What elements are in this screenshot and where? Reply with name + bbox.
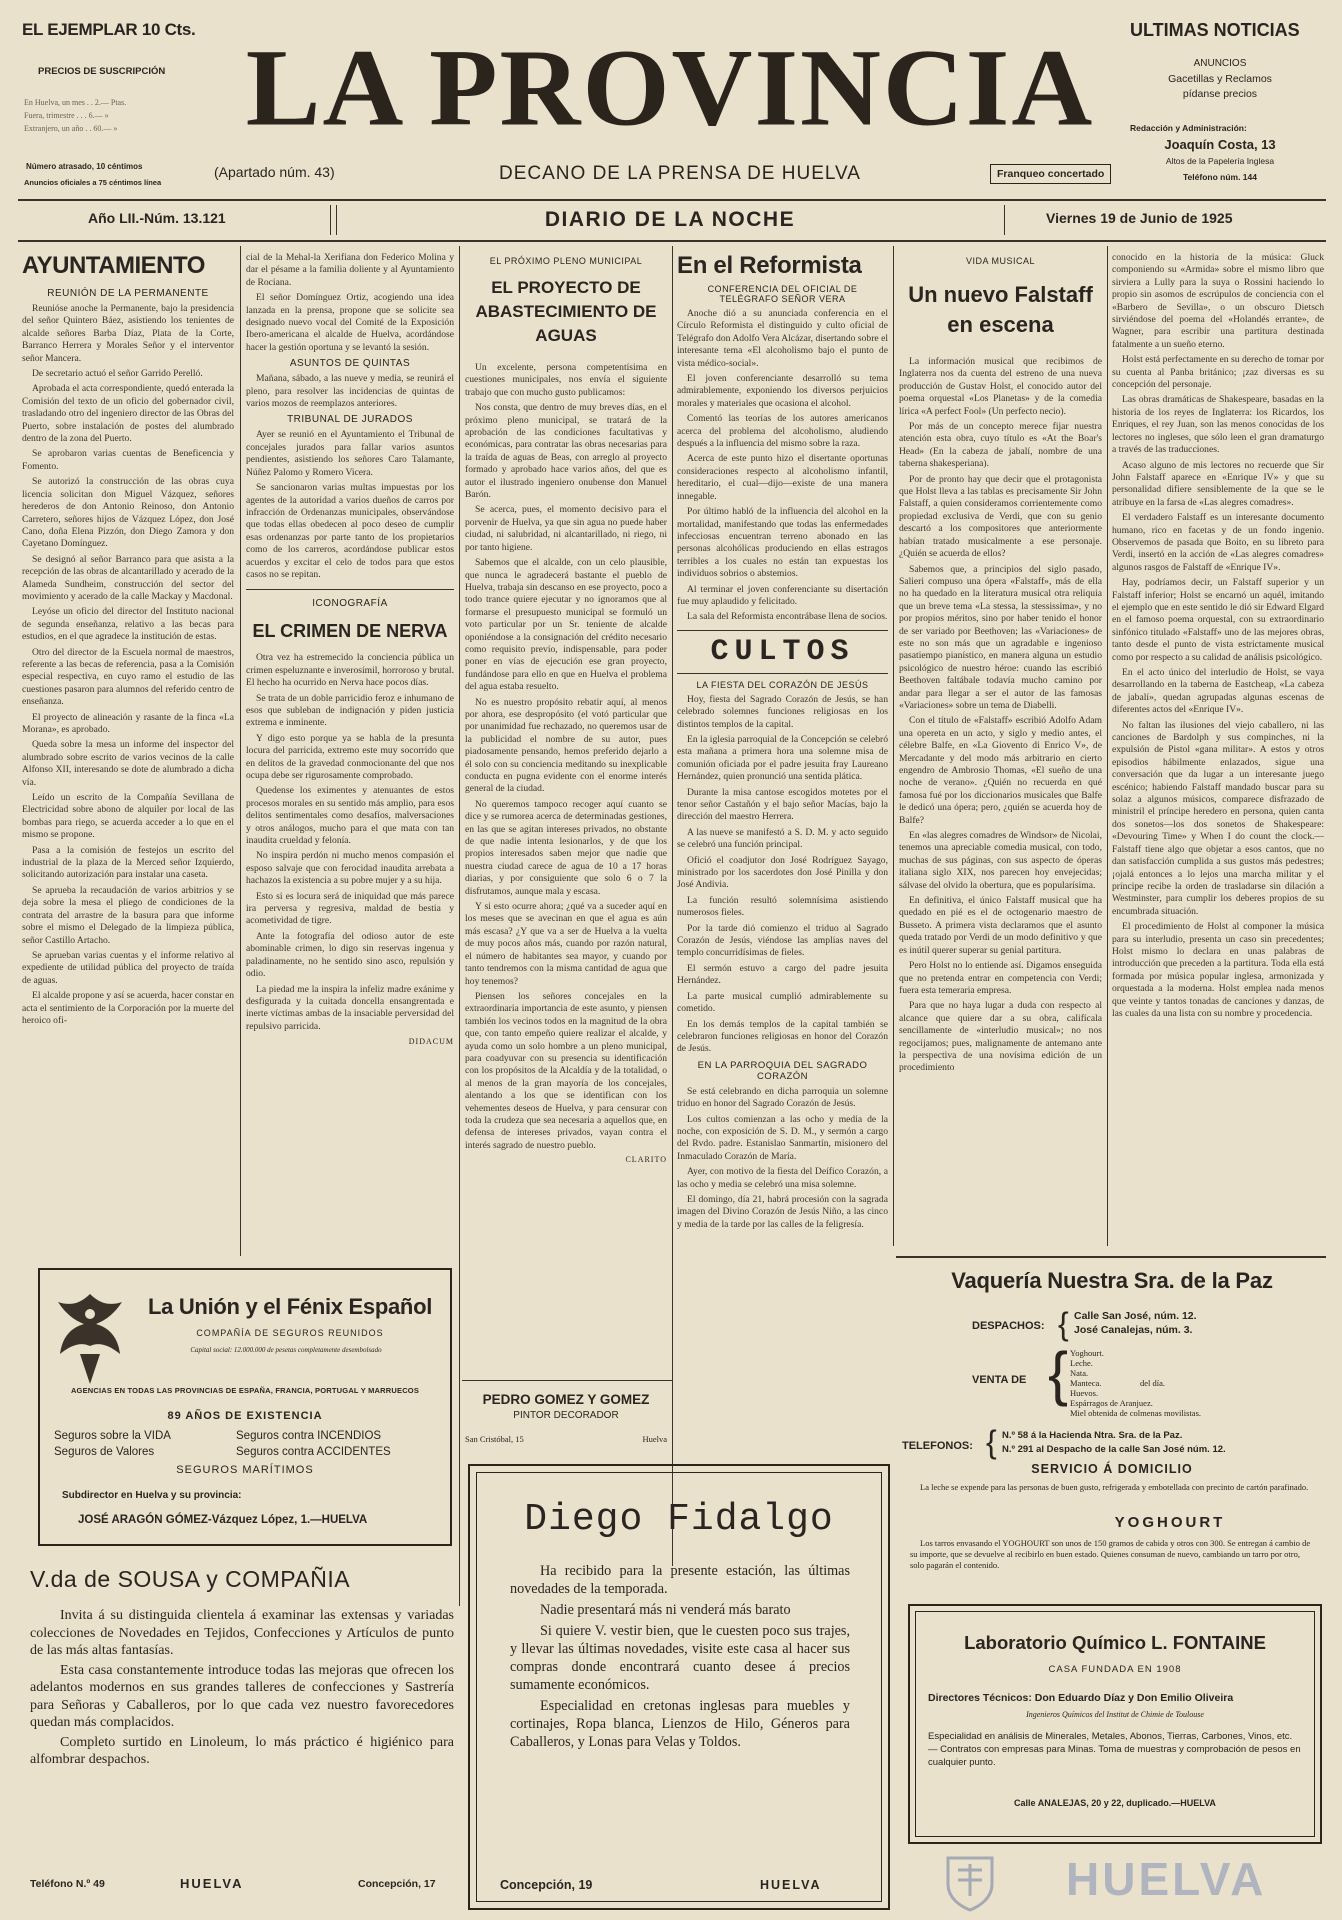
paragraph: Leído un escrito de la Compañía Sevillana de Electricidad sobre abono de alquiler por local de las bombas para riego, se acuerda acceder a lo que en el mismo se propone. <box>22 792 234 841</box>
subscription-heading: PRECIOS DE SUSCRIPCIÓN <box>38 66 166 77</box>
paragraph: Por de pronto hay que decir que el protagonista que Holst lleva a las tablas es precisamente Sir John Falstaff, a quien consideramos corrientemente como propiedad exclusiva de Verdi, que con su genio descartó a los compositores que anteriormente habían tratado musicalmente a ese personaje. ¿Quién se acuerda de ellos? <box>899 473 1102 560</box>
paragraph: Y si esto ocurre ahora; ¿qué va a suceder aquí en los meses que se avecinan en que el agua es aún más escasa? ¿Y que va a ser de Huelva a la vuelta de muy pocos años más, cuando por razón natural, el número de habitantes sea mayor, y cuando por tanto tendremos con la misma cantidad de agua que hoy tenemos? <box>465 901 667 987</box>
article-body <box>22 303 234 1027</box>
paragraph: Esto si es locura será de iniquidad que más parece ira perversa y regresiva, maldad de bestia y acometividad de tigre. <box>246 890 454 927</box>
paragraph: Se aprueba la recaudación de varios arbitrios y se deja sobre la mesa el pliego de condiciones de la contrata del arrastre de la basura para que informe sobre el mismo el Delegado de la limpieza pública, señor Castillo Artacho. <box>22 884 234 946</box>
edition-divider <box>330 205 331 235</box>
yoghourt-heading: YOGHOURT <box>1114 1514 1226 1531</box>
paragraph: La función resultó solemnísima asistiendo numerosos fieles. <box>677 894 888 919</box>
paragraph: Se designó al señor Barranco para que asista a la recepción de las obras de alcantarillado y acerado de la Alameda Sundheim, construcción del sector del movimiento y acerado de la calle Mackay y Macdonal. <box>22 553 234 602</box>
coat-of-arms-icon <box>940 1850 1000 1912</box>
paragraph: Por la tarde dió comienzo el triduo al Sagrado Corazón de Jesús, viéndose las amplias naves del templo concurridísimas de fieles. <box>677 922 888 959</box>
subscription-line: Extranjero, un año . . 60.— » <box>24 124 118 133</box>
paragraph: Se sancionaron varias multas impuestas por los agentes de la autoridad a varios dueños de carros por infracción de Ordenanzas municipales, observándose que todas ellas obedecen al poco deseo de cumplir esas ordenanzas por parte tanto de los propietarios como de los carreros, acordándose publicar estos acuerdos y excitar el celo de todos para que estos casos no se repitan. <box>246 482 454 580</box>
paragraph: No queremos tampoco recoger aquí cuanto se dice y se rumorea acerca de determinadas gestiones, en las que se agitan intereses privados, no obstante de que nadie intenta lesionarlos, y de que los propios interesados saben mejor que nadie que nuestra ciudad carece de agua de 10 a 17 horas diarias, y por consiguiente que solo 6 o 7 la disfrutamos, aunque mala y escasa. <box>465 798 667 897</box>
latest-news: ULTIMAS NOTICIAS <box>1130 20 1300 40</box>
ad-city: HUELVA <box>180 1876 244 1891</box>
ad-title: La Unión y el Fénix Español <box>147 1294 433 1319</box>
despacho-line: Calle San José, núm. 12. <box>1074 1310 1197 1322</box>
paragraph: Aprobada el acta correspondiente, quedó enterada la Comisión del texto de un oficio del gobernador civil, trasladando otro del ingeniero director de las Obras del Puerto, sobre instalación de postes del alumbrado dentro de la zona del Puerto. <box>22 383 234 445</box>
masthead-title: LA PROVINCIA <box>245 27 1095 149</box>
headline: Un nuevo Falstaff en escena <box>908 282 1093 337</box>
product: Espárragos de Aranjuez. <box>1070 1398 1153 1408</box>
po-box: (Apartado núm. 43) <box>214 164 335 180</box>
paragraph: El sermón estuvo a cargo del padre jesuita Hernández. <box>677 962 888 987</box>
paragraph: Reunióse anoche la Permanente, bajo la presidencia del señor Quintero Báez, asistiendo los tenientes de alcalde señores Barba Díaz, Plata de la Corte, Barranco Herrera y Morales Señor y el interventor señor Mancera. <box>22 303 234 364</box>
paragraph: Quedense los eximentes y atenuantes de estos procesos morales en su sentido más amplio, para esos delitos sentimentales como desafíos, malversaciones y otros análogos, mucho para el que mata con tan inaudita crueldad y felonía. <box>246 785 454 847</box>
paragraph: Sabemos que, a principios del siglo pasado, Salieri compuso una ópera «Falstaff», más de ella no ha quedado en la literatura musical otra reliquia que un breve tema «La stessa, la stessissima», y no por propios méritos, sino por haber tenido el honor de ser variado por Beethoven; las «Variaciones» de este no son más que un agradable e ingenioso pasatiempo pianístico, en manera alguna un estudio psicológico de nuestro héroe: cuando las escribió Beethoven faltábale todavía mucho camino por andar para llegar a ser el autor de las famosas «Variaciones» sobre un tema de Diabelli. <box>899 563 1102 711</box>
column-agua <box>465 252 667 1362</box>
ad-specialty: Especialidad en análisis de Minerales, Metales, Abonos, Tierras, Carbones, Vinos, etc. — Contratos con empresas para Minas. Toma de muestras y comprobación de pesos en cualquier punto. <box>928 1731 1301 1768</box>
paragraph: Si quiere V. vestir bien, que le cuesten poco sus trajes, y llevar las últimas novedades, visite este casa al hacer sus compras donde encontrará cuanto desee á precios sumamente económicos. <box>510 1623 850 1693</box>
paragraph: Se acerca, pues, el momento decisivo para el porvenir de Huelva, ya que sin agua no puede haber ciudad, ni salubridad, ni alcantarillado, ni riego, ni por tanto higiene. <box>465 504 667 553</box>
section-label: ICONOGRAFÍA <box>312 598 388 610</box>
product: Miel obtenida de colmenas movilistas. <box>1070 1408 1202 1418</box>
paragraph: Especialidad en cretonas inglesas para muebles y cortinajes, Ropa blanca, Lienzos de Hilo, Géneros para Caballeros, y Lonas para Velas y Toldos. <box>510 1698 850 1750</box>
paragraph: Pero Holst no lo entiende así. Digamos enseguida que no pretenda entrar en competencia con Verdi; fuera esta temeraria empresa. <box>899 960 1102 996</box>
masthead-subtitle: DECANO DE LA PRENSA DE HUELVA <box>499 163 861 184</box>
ad-founded: CASA FUNDADA EN 1908 <box>1048 1664 1182 1675</box>
subhead: CONFERENCIA DEL OFICIAL DE TELÉGRAFO SEÑOR VERA <box>707 284 858 304</box>
column-rule <box>1107 246 1108 1246</box>
paragraph: El procedimiento de Holst al componer la música para su interludio, presenta un caso sin precedentes; Holst mismo lo declara en unas palabras de introducción que preceden a la partitura. Toda ella está formada por música popular inglesa, armonizada y orquestada a la moderna. Holst emplea nada menos que veinte y tantos tonadas de canciones y danzas, de las cuales da una lista con su nombre y procedencia. <box>1112 921 1324 1019</box>
section-rule <box>246 589 454 590</box>
ad-address: Calle ANALEJAS, 20 y 22, duplicado.—HUELVA <box>1014 1798 1216 1808</box>
paragraph: Holst está perfectamente en su derecho de tomar por su cuenta al Panba británico; ¡zaz diversas es su concepción del personaje. <box>1112 354 1324 391</box>
paragraph: Hay, podríamos decir, un Falstaff superior y un Falstaff inferior; Holst se encarnó un aquél, imitando el ejemplo que en este sentido le dió sir Edward Elgard en el famoso poema orquestal, con su extraordinario sinfónico titulado «Falstaff» uno de las mejores obras, tanto desde el punto de vista estrictamente musical como por respecto a su calidad de análisis psicológico. <box>1112 577 1324 663</box>
subscription-line: Fuera, trimestre . . . 6.— » <box>24 111 109 120</box>
office-above: Altos de la Papelería Inglesa <box>1165 156 1275 166</box>
paragraph: Sabemos que el alcalde, con un celo plausible, que nunca le agradecerá bastante el pueblo de Huelva, trabaja sin descanso en ese proyecto, poco a todo trance quiere ejecutar y no ignoramos que al formarse el presupuesto municipal se formuló un voto particular por un Sr. teniente de alcalde oponiéndose a la consignación del crédito necesario como requisito previo, indispensable, para poder poner en vías de ejecución ese gran proyecto, fundándose para ello en que en Huelva el problema del agua estaba resuelto. <box>465 557 667 693</box>
paragraph: En la iglesia parroquial de la Concepción se celebró esta mañana a primera hora una solemne misa de comunión oficiada por el padre jesuita fray Laureano Hernández, quien pronunció una sentida plática. <box>677 733 888 783</box>
masthead-rule <box>18 199 1326 201</box>
ad-name: PEDRO GOMEZ Y GOMEZ <box>482 1392 650 1407</box>
edition-divider <box>336 205 337 235</box>
edition: DIARIO DE LA NOCHE <box>544 208 796 231</box>
ad-left-line: Seguros de Valores <box>54 1446 155 1458</box>
paragraph: Queda sobre la mesa un informe del inspector del alumbrado sobre escrito de varios vecinos de la calle Alfonso XII, interesando se dote de alumbrado a dicha vía. <box>22 739 234 788</box>
ad-directors: Directores Técnicos: Don Eduardo Díaz y Don Emilio Oliveira <box>928 1692 1234 1704</box>
paragraph: El joven conferenciante desarrolló su tema admirablemente, exponiendo los diversos perjuicios morales y materiales que ocasiona el alcohol. <box>677 373 888 409</box>
column-municipal <box>246 252 454 1252</box>
paragraph: El domingo, día 21, habrá procesión con la sagrada imagen del Divino Corazón de Jesús Niño, a las cinco y media de la tarde por las calles de la feligresía. <box>677 1193 888 1230</box>
paragraph: Completo surtido en Linoleum, lo más práctico é higiénico para alfombrar despachos. <box>30 1734 454 1767</box>
ad-union-fenix <box>38 1268 452 1546</box>
paragraph: Ante la fotografía del odioso autor de este abominable crimen, lo digo sin reservas ingenua y paladinamente, no he sentido sino asco, repulsión y odio. <box>246 930 454 980</box>
paragraph: Ofició el coadjutor don José Rodríguez Sayago, ministrado por los sacerdotes don José Pinilla y don José Andivia. <box>677 854 888 891</box>
ad-pedro-gomez <box>465 1386 667 1446</box>
paragraph: Pasa a la comisión de festejos un escrito del industrial de la plaza de la Merced señor Izquierdo, solicitando autorización para instalar una caseta. <box>22 844 234 881</box>
paragraph: Durante la misa cantose escogidos motetes por el tenor señor Castañón y el bajo señor Macías, bajo la dirección del maestro Herrera. <box>677 786 888 823</box>
paragraph: El señor Domínguez Ortiz, acogiendo una idea lanzada en la prensa, propone que se solicite sea designado nuevo vocal del Comité de la Exposición Ibero-americana el alcalde de Huelva, acordándose hacer la gestión oportuna y se levantó la sesión. <box>246 292 454 353</box>
tel-bracket: { <box>986 1424 997 1460</box>
date: Viernes 19 de Junio de 1925 <box>1046 210 1233 226</box>
paragraph: Comentó las teorías de los autores americanos acerca del problema del alcoholismo, aludiendo después a la influencia del mismo sobre la raza. <box>677 413 888 450</box>
franking-box: Franqueo concertado <box>990 164 1111 184</box>
service-text: La leche se expende para las personas de buen gusto, refrigerada y embotellada con precinto de cartón parafinado. <box>920 1482 1309 1492</box>
paragraph: Ayer se reunió en el Ayuntamiento el Tribunal de concejales jurados para fallar varios asuntos pendientes, asistiendo los señores Caro Talamante, Núñez Palomo y Romero Vicera. <box>246 429 454 478</box>
paragraph: Leyóse un oficio del director del Instituto nacional de segunda enseñanza, relativo a las becas para estudios, en el que agradece la institución de estas. <box>22 606 234 643</box>
archive-watermark <box>940 1848 1326 1914</box>
paragraph: Mañana, sábado, a las nueve y media, se reunirá el pleno, para resolver las incidencias de quintas de varios mozos de reemplazos anteriores. <box>246 373 454 410</box>
ads-line: pídanse precios <box>1182 88 1258 100</box>
article-body <box>899 356 1102 1075</box>
article-body <box>677 694 888 1056</box>
ad-title: V.da de SOUSA y COMPAÑIA <box>30 1566 351 1592</box>
paragraph: La información musical que recibimos de Inglaterra nos da cuenta del estreno de una nueva producción de Gustav Holst, el conocido autor del poema orquestal «Los Planetas» y de la comedia lírica «A perfect Fool» (Un perfecto necio). <box>899 356 1102 417</box>
paragraph: Otra vez ha estremecido la conciencia pública un crimen espeluznante e inverosímil, horroroso y brutal. El hecho ha ocurrido en Nerva hace pocos días. <box>246 652 454 689</box>
ad-capital: Capital social: 12.000.000 de pesetas completamente desembolsado <box>190 1346 382 1354</box>
paragraph: Hoy, fiesta del Sagrado Corazón de Jesús, se han celebrado solemnes funciones religiosas en los distintos templos de la capital. <box>677 693 888 730</box>
article-body <box>465 362 667 1152</box>
paragraph: Con el título de «Falstaff» escribió Adolfo Adam una opereta en un acto, y siglo y medio antes, el célebre Balfe, en «La Giovento di Enrico V», de Mercadante y del modo más arbitrario en cierto engendro de Ambrosio Thomas, «El sueño de una noche de verano». ¿Quién no recuerda en qué famosa fué por los diccionarios musicales que Balfe le dedicó una ópera; pero, ¿quién se acuerda hoy de Balfe? <box>899 715 1102 826</box>
ad-street: Concepción, 17 <box>358 1878 436 1890</box>
paragraph: Las obras dramáticas de Shakespeare, basadas en la historia de los reyes de Inglaterra: los Ricardos, los Enriques, el rey Juan, son las menos conocidas de los lectores no ingleses, que sólo leen el gran dramaturgo a través de las traducciones. <box>1112 394 1324 456</box>
paragraph: cial de la Mehal-la Xerifiana don Federico Molina y dar el pésame a la familia doliente y al Ayuntamiento de Rociana. <box>246 252 454 288</box>
back-issue: Número atrasado, 10 céntimos <box>26 162 143 171</box>
ad-rule <box>462 1380 672 1381</box>
despachos-bracket: { <box>1058 1306 1069 1342</box>
official-ads: Anuncios oficiales a 75 céntimos línea <box>24 178 162 187</box>
ads-heading: ANUNCIOS <box>1193 58 1247 69</box>
tel-line: N.º 58 á la Hacienda Ntra. Sra. de la Paz. <box>1002 1430 1183 1441</box>
product: Nata. <box>1070 1368 1089 1378</box>
ad-sousa <box>30 1560 454 1900</box>
article-body <box>246 652 454 1033</box>
ad-subdirector: Subdirector en Huelva y su provincia: <box>62 1490 242 1501</box>
product: Leche. <box>1070 1358 1093 1368</box>
ad-diego-fidalgo <box>468 1464 890 1910</box>
column-vida-musical <box>899 252 1102 1242</box>
ad-fontaine <box>908 1604 1322 1844</box>
office-label: Redacción y Administración: <box>1130 123 1247 133</box>
column-rule <box>459 246 460 1606</box>
subscription-line: En Huelva, un mes . . 2.— Ptas. <box>24 98 127 107</box>
ad-right-line: Seguros contra ACCIDENTES <box>236 1446 391 1458</box>
ad-agencies: AGENCIAS EN TODAS LAS PROVINCIAS DE ESPAÑA, FRANCIA, PORTUGAL Y MARRUECOS <box>70 1386 420 1395</box>
price: EL EJEMPLAR 10 Cts. <box>22 20 196 39</box>
paragraph: El alcalde propone y así se acuerda, hacer constar en acta el sentimiento de la Corporación por la muerte del heroico ofi- <box>22 990 234 1026</box>
product: Huevos. <box>1070 1388 1099 1398</box>
paragraph: De secretario actuó el señor Garrido Perelló. <box>32 368 203 380</box>
paragraph: El proyecto de alineación y rasante de la finca «La Morana», es aprobado. <box>22 711 234 735</box>
paragraph: El verdadero Falstaff es un interesante documento humano, rico en facetas y de un fondo ingenio. Observemos de pasada que Boito, en su libreto para Verdi, insertó en la acción de «Las alegres comadres» algunos rasgos de Falstaff de «Enrique IV». <box>1112 512 1324 573</box>
subhead: LA FIESTA DEL CORAZÓN DE JESÚS <box>696 679 869 690</box>
ad-phone: Teléfono N.º 49 <box>30 1878 105 1890</box>
ad-school: Ingenieros Químicos del Institut de Chimie de Toulouse <box>1026 1710 1204 1719</box>
paragraph: Al terminar el joven conferenciante su disertación fue muy aplaudido y felicitado. <box>677 583 888 607</box>
venta-bracket: { <box>1048 1340 1069 1407</box>
paragraph: Se está celebrando en dicha parroquia un solemne triduo en honor del Sagrado Corazón de Jesús. <box>677 1085 888 1110</box>
ad-city: Huelva <box>642 1434 667 1444</box>
paragraph: Piensen los señores concejales en la extraordinaria importancia de este asunto, y piensen también los vecinos todos en la magnitud de la obra que, con tanto empeño quiere realizar el alcalde, y ayuda como un solo hombre a un pleno municipal, para coadyuvar con su presencia su identificación con los propósitos de la Alcaldía y de la totalidad, o al menos de la gran mayoría de los concejales, alentando a los que se identifican con los vehementes deseos de Huelva, y para censurar con toda la crudeza que sea necesaria a aquellos que, en defensa de intereses privados, vayan contra el interés sagrado de nuestro pueblo. <box>465 990 667 1151</box>
article-body <box>246 373 454 410</box>
paragraph: No inspira perdón ni mucho menos compasión el esposo salvaje que con ferocidad inaudita arrebata a hachazos la existencia a su pobre mujer y a su hija. <box>246 850 454 887</box>
product: Manteca. <box>1070 1378 1102 1388</box>
subhead: TRIBUNAL DE JURADOS <box>287 414 413 426</box>
ad-city: HUELVA <box>760 1878 822 1892</box>
paragraph: Acaso alguno de mis lectores no recuerde que Sir John Falstaff aparece en «Enrique IV» y que su personalidad difiere sensiblemente de la que se le atribuye en la farsa de «Las alegres comadres». <box>1112 459 1324 508</box>
ad-title: Laboratorio Químico L. FONTAINE <box>964 1632 1266 1653</box>
column-rule <box>893 246 894 1246</box>
kicker: VIDA MUSICAL <box>965 256 1036 266</box>
yoghourt-text: Los tarros envasando el YOGHOURT son unos de 150 gramos de cabida y otros con 300. Se entregan á cambio de su importe, que se devuelve al recibirlo en buen estado. Quienes consuman de nuevo, cambiando un tarro por otro, solo pagarán el contenido. <box>910 1538 1311 1570</box>
paragraph: Ayer, con motivo de la fiesta del Deífico Corazón, a las ocho y media se celebró una misa solemne. <box>677 1166 888 1190</box>
article-body <box>677 308 888 624</box>
paragraph: En «las alegres comadres de Windsor» de Nicolai, tenemos una apreciable comedia musical, con todo, muchas de sus páginas, con sus aspecto de óperas italiana siglo XIX, nos parecen hoy envejecidas; sálvase del olvido la obertura, que es popularísima. <box>899 830 1102 891</box>
paragraph: A las nueve se manifestó a S. D. M. y acto seguido se celebró una función principal. <box>677 826 888 851</box>
ad-left-line: Seguros sobre la VIDA <box>54 1430 171 1442</box>
paragraph: Y digo esto porque ya se habla de la presunta locura del parricida, extremo este muy socorrido que en delitos de la gravedad conmocionante del que nos ocupa debe ser rigurosamente comprobado. <box>246 732 454 781</box>
subhead: ASUNTOS DE QUINTAS <box>289 358 411 370</box>
paragraph: Esta casa constantemente introduce todas las mejoras que ofrecen los adelantos modernos en sus grandes talleres de confecciones y Sastrería para Señoras y Caballeros, por lo que cada vez nuestro favorecedores quedan más complacidos. <box>30 1662 454 1730</box>
paragraph: Los cultos comienzan a las ocho y media de la noche, con exposición de S. D. M., y sermón a cargo del Rvdo. padre. Estanislao Sanmartín, misionero del Inmaculado Corazón de María. <box>677 1113 888 1162</box>
paragraph: Nadie presentará más ni venderá más barato <box>540 1602 791 1618</box>
article-body <box>246 252 454 354</box>
venta-label: VENTA DE <box>972 1374 1027 1386</box>
ad-marine: SEGUROS MARÍTIMOS <box>176 1464 314 1476</box>
service-heading: SERVICIO Á DOMICILIO <box>1031 1462 1193 1476</box>
paragraph: No es nuestro propósito rebatir aquí, al menos por ahora, ese despropósito (el votó particular que por unanimidad fue rechazado, no queremos usar de la publicidad el nombre de su autor, pues piadosamente pensando, hemos preferido dejarlo a él solo con su conciencia meditando su inexplicable conducta en pugna evidente con el enorme interés general de la ciudad. <box>465 696 667 795</box>
paragraph: La piedad me la inspira la infeliz madre exánime y desfigurada y la cuitada doncella ensangrentada e inerte víctimas ambas de la insaciable perversidad del repulsivo parricida. <box>246 983 454 1032</box>
year-issue: Año LII.-Núm. 13.121 <box>88 210 226 226</box>
headline: EL PROYECTO DE ABASTECIMIENTO DE AGUAS <box>475 278 657 345</box>
paragraph: Anoche dió a su anunciada conferencia en el Círculo Reformista el distinguido y culto oficial de Telégrafo don Adolfo Vera Alcázar, disertando sobre el interesante tema «El alcoholismo bajo el punto de vista médico-social». <box>677 308 888 369</box>
paragraph: Se trata de un doble parricidio feroz e inhumano de esos que subleban de indignación y piden justicia extrema e inminente. <box>246 692 454 729</box>
kicker: EL PRÓXIMO PLENO MUNICIPAL <box>489 256 643 266</box>
paragraph: Para que no haya lugar a duda con respecto al alcance que quiere dar a su obra, califícala sencillamente de «interludio musical»; no nos regocijamos; pues, malignamente de antemano ante la perspectiva de una novísima edición de un procedimiento <box>899 1000 1102 1074</box>
paragraph: Invita á su distinguida clientela á examinar las extensas y variadas colecciones de Novedades en Tejidos, Confecciones y Artículos de punto de las más altas fantasías. <box>30 1608 454 1658</box>
ads-line: Gacetillas y Reclamos <box>1168 73 1272 85</box>
article-body <box>677 1086 888 1231</box>
column-vida-musical-cont <box>1112 252 1324 1242</box>
paragraph: Nos consta, que dentro de muy breves días, en el próximo pleno municipal, se tratará de la aprobación de las condiciones facultativas y económicas, para contratar las obras necesarias para la traída de aguas de Beas, con arreglo al proyecto formado y aprobado hace varios años, del que es autor el ilustrado ingeniero onubense don Manuel Barón. <box>465 402 667 501</box>
paragraph: Por último habló de la influencia del alcohol en la mortalidad, manifestando que todas las enfermedades infecciosas encuentran terreno abonado en las personas alcohólicas produciendo en ellas estragos terribles a los cuales no están tan expuestas los individuos sobrios o abstemios. <box>677 506 888 580</box>
paragraph: Se aprueban varias cuentas y el informe relativo al expediente de utilidad pública del proyecto de traída de aguas. <box>22 949 234 986</box>
ad-title: Diego Fidalgo <box>524 1498 834 1541</box>
paragraph: Un excelente, persona competentísima en cuestiones municipales, nos envía el siguiente trabajo que con mucho gusto publicamos: <box>465 362 667 398</box>
despacho-line: José Canalejas, núm. 3. <box>1074 1324 1193 1336</box>
ad-years: 89 AÑOS DE EXISTENCIA <box>167 1410 323 1422</box>
ad-right-line: Seguros contra INCENDIOS <box>236 1430 382 1442</box>
paragraph: Se aprobaron varias cuentas de Beneficencia y Fomento. <box>22 448 234 472</box>
paragraph: Se autorizó la construcción de las obras cuya licencia solicitan don Miguel Vázquez, señores herederos de don Antonio Reinoso, don Antonio Carretero, señores hijos de Vázquez López, don José Cano, doña Elena Pizzón, don Diego Zamora y don Cayetano Domínguez. <box>22 476 234 550</box>
masthead <box>0 0 1342 240</box>
ad-street: San Cristóbal, 15 <box>465 1434 524 1444</box>
column-rule <box>240 246 241 1256</box>
ad-rule <box>896 1256 1326 1258</box>
article-body <box>246 429 454 581</box>
phoenix-icon <box>50 1284 130 1394</box>
ad-trade: PINTOR DECORADOR <box>513 1410 619 1421</box>
tel-label: TELEFONOS: <box>902 1440 973 1452</box>
column-reformista <box>677 252 888 1582</box>
office-phone: Teléfono núm. 144 <box>1183 172 1257 182</box>
ad-title: Vaquería Nuestra Sra. de la Paz <box>951 1268 1273 1293</box>
headline: En el Reformista <box>677 252 862 279</box>
product: Yoghourt. <box>1070 1348 1104 1358</box>
paragraph: conocido en la historia de la música: Gluck componiendo su «Armida» sobre el mismo libro que sirviera a Lully para la suya o Rossini haciendo lo propio sin asomos de escrúpulos de conciencia con el «Barbero de Sevilla», o un obscuro Dietsch sirviéndose del poema del «Holandés errante», de Wagner, para escribir una partitura destinada fatalmente a un sueño eterno. <box>1112 252 1324 350</box>
edition-divider <box>1004 205 1005 235</box>
watermark-text: HUELVA <box>1066 1853 1267 1905</box>
paragraph: Otro del director de la Escuela normal de maestros, referente a las becas de referencia, pasa a la Comisión especial respectiva, en cuyo ramo el estudio de las cuestiones pasaron para alumnos del referido centro de enseñanza. <box>22 646 234 708</box>
ad-street: Concepción, 19 <box>500 1878 593 1892</box>
headline: AYUNTAMIENTO <box>22 252 205 279</box>
signature: DIDACUM <box>408 1037 454 1047</box>
tel-line: N.º 291 al Despacho de la calle San José núm. 12. <box>1002 1444 1226 1455</box>
headline: EL CRIMEN DE NERVA <box>252 621 448 642</box>
ad-address: JOSÉ ARAGÓN GÓMEZ-Vázquez López, 1.—HUELVA <box>78 1514 368 1526</box>
paragraph: En los demás templos de la capital también se celebraron funciones religiosas en honor del Corazón de Jesús. <box>677 1018 888 1055</box>
column-rule <box>672 246 673 1566</box>
masthead-rule <box>18 240 1326 242</box>
ad-body <box>30 1607 454 1769</box>
paragraph: Ha recibido para la presente estación, las últimas novedades de la temporada. <box>510 1563 850 1597</box>
article-body <box>1112 252 1324 1020</box>
paragraph: Acerca de este punto hizo el disertante oportunas consideraciones respecto al alcoholismo infantil, hereditario, el cual—dijo—existe de una manera innegable. <box>677 453 888 502</box>
column-ayuntamiento <box>22 252 234 1252</box>
ad-vaqueria <box>900 1264 1324 1594</box>
paragraph: En el acto único del interludio de Holst, se vaya desarrollando en la taberna de Eastcheap, «La cabeza de jabalí», quedan agrupadas algunas escenas de diferentes actos del «Enrique IV». <box>1112 667 1324 716</box>
despachos-label: DESPACHOS: <box>972 1320 1045 1332</box>
del-dia: del día. <box>1140 1378 1166 1388</box>
paragraph: La sala del Reformista encontrábase llena de socios. <box>687 611 888 623</box>
subhead: EN LA PARROQUIA DEL SAGRADO CORAZÓN <box>697 1059 868 1082</box>
signature: CLARITO <box>625 1155 667 1165</box>
paragraph: La parte musical cumplió admirablemente su cometido. <box>677 990 888 1015</box>
paragraph: No faltan las ilusiones del viejo caballero, ni las canciones de Bardolph y sus compinches, ni la expulsión de Pistol «gana militar». A estos y otros episodios hábilmente enlazados, sigue una conversación que da lugar a un interesante juego escénico; habiendo Falstaff mandado buscar para su solaz a algunos músicos, comparece disfrazado de ministril el príncipe heredero en persona, quien canta dos sonetos—los dos sonetos de Shakespeare: «Devouring Time» y When I do count the clock.—Falstaff tiene algo que objetar a esos cantos, que no dan satisfacción cumplida a sus gustos más pedestres; ¡ojalá entonces a lo lejos una marcha militar y el príncipe recibe la orden de trasladarse sin dilación a Westminster, para cumplir los deberes propios de su encumbrada situación. <box>1112 719 1324 917</box>
subhead: REUNIÓN DE LA PERMANENTE <box>47 288 209 299</box>
paragraph: Por más de un concepto merece fijar nuestra atención esta obra, cuyo título es «At the Boar's Head» (En la cabeza de jabalí, nombre de una taberna shakesperiana). <box>899 421 1102 470</box>
ad-body <box>510 1562 850 1751</box>
office-street: Joaquín Costa, 13 <box>1164 137 1276 152</box>
cultos-headline: CULTOS <box>677 630 888 674</box>
paragraph: En definitiva, el único Falstaff musical que ha quedado en pié es el de octogenario maestro de Busseto. A primera vista declaramos que el asunto queda tratado por Verdi de un modo definitivo y que es inútil querer superar su genial partitura. <box>899 895 1102 956</box>
ad-subtitle: COMPAÑÍA DE SEGUROS REUNIDOS <box>196 1328 384 1338</box>
